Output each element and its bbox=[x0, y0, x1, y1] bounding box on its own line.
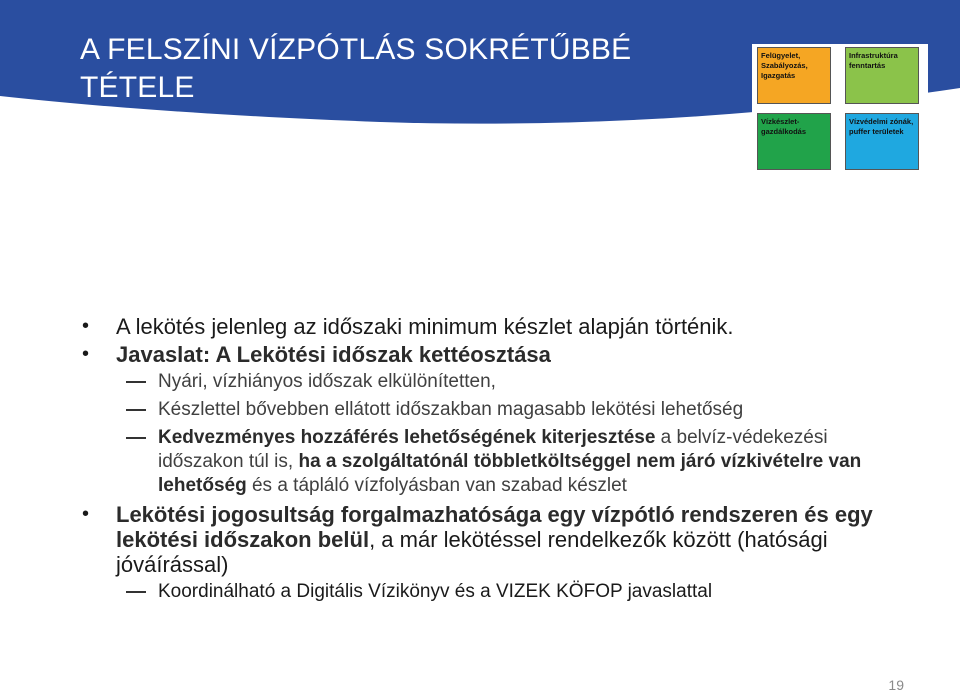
list-item bbox=[80, 342, 910, 367]
bullet-text: Javaslat: A Lekötési időszak kettéosztása bbox=[116, 342, 551, 367]
sub-bullet-text: és a tápláló vízfolyásban van szabad készlet bbox=[246, 475, 627, 496]
dash-icon bbox=[126, 409, 146, 411]
bullet-dot-icon: • bbox=[82, 315, 90, 337]
matrix-cell-text: Vízkészlet- bbox=[761, 117, 800, 126]
sub-bullet-bold-text: ha a szolgáltatónál többletköltséggel nem járó vízkivételre van lehetőség bbox=[158, 451, 862, 496]
matrix-cell-text: Igazgatás bbox=[761, 71, 796, 80]
bullet-dot-icon: • bbox=[82, 343, 90, 365]
matrix-cell-text: fenntartás bbox=[849, 61, 886, 70]
matrix-cell-text: Felügyelet, bbox=[761, 51, 801, 60]
matrix-cell-protection-zones bbox=[845, 113, 919, 170]
bullet-text: A lekötés jelenleg az időszaki minimum készlet alapján történik. bbox=[116, 314, 734, 339]
matrix-cell-text: Szabályozás, bbox=[761, 61, 808, 70]
category-matrix bbox=[752, 44, 928, 174]
matrix-cell-text: puffer területek bbox=[849, 127, 904, 136]
slide-title-line1: A FELSZÍNI VÍZPÓTLÁS SOKRÉTŰBBÉ bbox=[80, 33, 632, 66]
sub-bullet-text: Készlettel bővebben ellátott időszakban magasabb lekötési lehetőség bbox=[158, 399, 744, 420]
sub-bullet-text: a belvíz-védekezési időszakon túl is, bbox=[158, 427, 828, 472]
matrix-cell-supervision bbox=[757, 47, 831, 104]
bullet-list bbox=[80, 314, 910, 608]
sub-list-item bbox=[80, 398, 910, 422]
bullet-text: , a már lekötéssel rendelkezők között (hatósági jóváírással) bbox=[116, 527, 828, 577]
bullet-dot-icon: • bbox=[82, 503, 90, 525]
matrix-cell-water-management bbox=[757, 113, 831, 170]
page-number: 19 bbox=[888, 677, 904, 693]
sub-bullet-bold-text: Kedvezményes hozzáférés lehetőségének kiterjesztése bbox=[158, 427, 656, 448]
matrix-cell-text: Infrastruktúra bbox=[849, 51, 898, 60]
sub-list-item bbox=[80, 370, 910, 394]
sub-list-item bbox=[80, 426, 910, 498]
dash-icon bbox=[126, 381, 146, 383]
dash-icon bbox=[126, 591, 146, 593]
sub-bullet-text: Koordinálható a Digitális Vízikönyv és a VIZEK KÖFOP javaslattal bbox=[158, 581, 713, 602]
matrix-cell-text: Vízvédelmi zónák, bbox=[849, 117, 914, 126]
dash-icon bbox=[126, 437, 146, 439]
list-item bbox=[80, 502, 910, 577]
bullet-bold-text: Lekötési jogosultság forgalmazhatósága egy vízpótló rendszeren és egy lekötési időszakon belül bbox=[116, 502, 873, 552]
matrix-cell-text: gazdálkodás bbox=[761, 127, 807, 136]
slide-title-line2: TÉTELE bbox=[80, 71, 195, 104]
sub-bullet-text: Nyári, vízhiányos időszak elkülönítetten, bbox=[158, 371, 496, 392]
list-item bbox=[80, 314, 910, 339]
matrix-cell-infrastructure bbox=[845, 47, 919, 104]
slide-title bbox=[80, 31, 720, 107]
sub-list-item bbox=[80, 580, 910, 604]
